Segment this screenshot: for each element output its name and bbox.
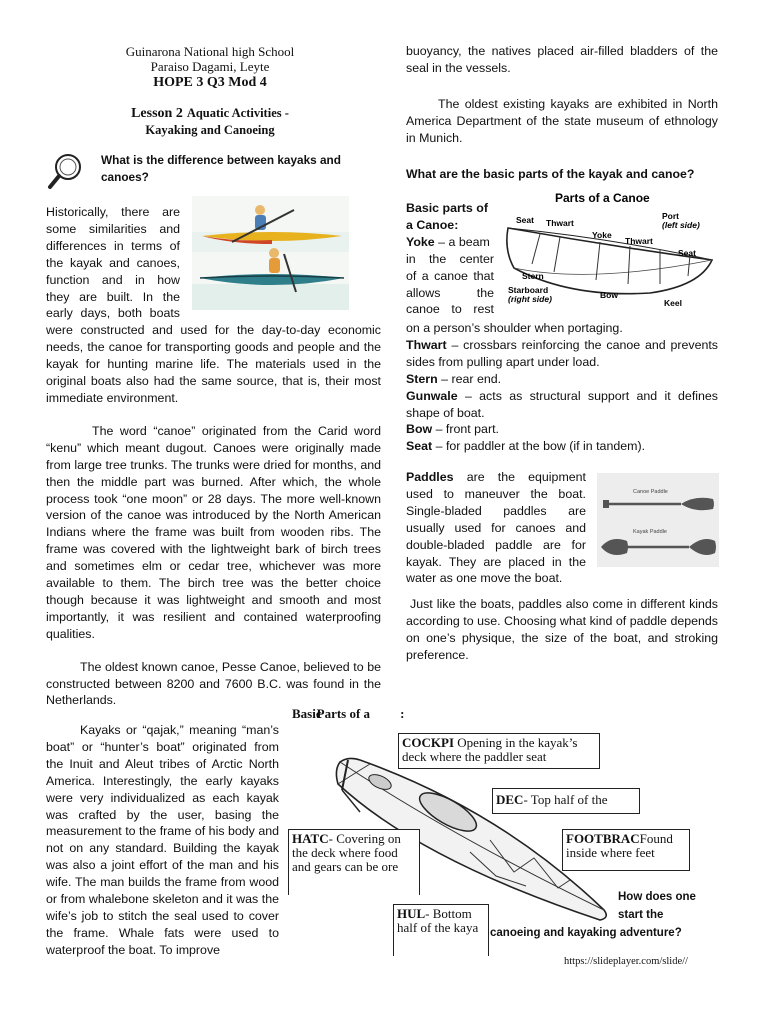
term-yoke: Yoke	[406, 234, 435, 249]
right-column-top	[406, 43, 718, 147]
term-thwart: Thwart	[406, 337, 447, 352]
source-link[interactable]: https://slideplayer.com/slide//	[564, 956, 688, 967]
question-line-1: How does one	[618, 891, 696, 903]
paragraph-history: were constructed and used for the day-to-day economic needs, the canoe for transporting goods and people and the kayak for hunting marine life. The materials used in the original boats also had the same source, that is, their most immediate environment.	[46, 323, 381, 405]
term-bow: Bow	[406, 422, 433, 437]
lesson-heading	[40, 104, 380, 139]
question-difference: What is the difference between kayaks and canoes?	[101, 153, 341, 184]
kayak-title-b: Parts of a	[316, 706, 371, 721]
def-bow: – front part.	[432, 422, 499, 437]
header	[40, 44, 380, 91]
part-gunwale	[406, 388, 718, 422]
label-keel: Keel	[664, 298, 682, 308]
paddles-line: water as one move the boat.	[406, 571, 563, 586]
label-thwart-2: Thwart	[625, 236, 653, 246]
term-stern: Stern	[406, 371, 438, 386]
wrap-line: early days, both boats	[46, 306, 180, 321]
kayak-title-a: Basic	[292, 706, 322, 721]
def-hull: - Bottom half of the kaya	[397, 906, 479, 935]
label-thwart: Thwart	[546, 218, 574, 228]
label-seat: Seat	[516, 215, 534, 225]
term-footbrace: FOOTBRAC	[566, 831, 640, 846]
label-port-side: (left side)	[662, 220, 700, 230]
left-column	[46, 204, 381, 709]
label-port: Port	[662, 211, 679, 221]
lesson-prefix: Lesson 2	[131, 106, 183, 121]
label-bow: Bow	[600, 290, 618, 300]
paddles-line: kayak. They are placed in the	[406, 554, 586, 569]
def-gunwale: – acts as structural support and it defines shape of boat.	[406, 388, 718, 420]
part-stern	[406, 371, 718, 388]
paddles-text	[406, 469, 586, 587]
question-parts: What are the basic parts of the kayak and canoe?	[406, 167, 695, 181]
paddles-line: Single-bladed paddles are	[406, 503, 586, 518]
label-yoke: Yoke	[592, 230, 612, 240]
yoke-rest: on a person’s shoulder when portaging.	[406, 321, 623, 335]
def-deck: - Top half of the	[523, 792, 608, 807]
wrap-line: function and in how	[46, 272, 180, 287]
label-starboard-side: (right side)	[508, 294, 552, 304]
term-seat: Seat	[406, 439, 433, 454]
label-starboard: Starboard	[508, 285, 549, 295]
paragraph-paddle-kinds: Just like the boats, paddles also come in different kinds according to use. Choosing what kind of paddle depends on one’s physique, the size of the boat, and stroking preference.	[406, 597, 718, 662]
kayak-paddle-label: Kayak Paddle	[633, 529, 667, 535]
question-line-2: start the	[618, 909, 664, 921]
paragraph-oldest-kayaks: The oldest existing kayaks are exhibited in North America Department of the state museum of ethnology in Munich.	[406, 96, 718, 145]
paragraph-pesse-canoe: The oldest known canoe, Pesse Canoe, believed to be constructed between 8200 and 7600 B.C. was found in the Netherlands.	[46, 659, 381, 708]
paddles-line: are the equipment	[466, 470, 586, 484]
paragraph-kayak-origin: Kayaks or “qajak,” meaning “man’s boat” or “hunter’s boat” originated from the Inuit and Aleut tribes of Arctic North America. Interestingly, the early kayaks were very individualized as each kayak was crafted by the user, basing the measurement to the frame of his body and not on any standard. Building the kayak was also a joint effort of the man and his wife. The man builds the frame from wood or from whalebone skeleton and it was the wife’s job to stitch the seal used to cover the frame. Whale fats were used to waterproof the boat. To improve	[46, 723, 279, 957]
canoe-parts-heading-2: a Canoe:	[406, 217, 459, 232]
label-stern: Stern	[522, 271, 544, 281]
kayak-diagram-title	[292, 706, 404, 722]
yoke-line: in the center	[406, 251, 494, 266]
yoke-line: canoe to rest	[406, 302, 494, 317]
label-deck	[492, 788, 640, 814]
lesson-title: Aquatic Activities -	[186, 106, 289, 120]
def-seat: – for paddler at the bow (if in tandem).	[432, 439, 646, 454]
term-gunwale: Gunwale	[406, 388, 458, 403]
yoke-line: of a canoe that	[406, 268, 494, 283]
module-title: HOPE 3 Q3 Mod 4	[153, 75, 267, 90]
paddles-line: double-bladed paddle are for	[406, 537, 586, 552]
label-footbrace	[562, 829, 690, 871]
paragraph-canoe-origin: The word “canoe” originated from the Carid word “kenu” which meant dugout. Canoes were originally made from large tree trunks. The trunks were dried for months, and then the middle part was burned. After which, the whole process took “one moon” or 28 days. The more well-known version of the canoe was introduced by the North American Indians where the frame was built from wooden ribs. The frame was covered with the lightweight bark of birch trees and sometimes elm or cedar tree, whichever was more available to them. The birch tree was the better choice though because it was lightweight and smooth and most importantly, it was resilient and contained waterproofing qualities.	[46, 423, 381, 641]
label-seat-2: Seat	[678, 248, 696, 258]
def-thwart: – crossbars reinforcing the canoe and prevents sides from pulling apart under load.	[406, 337, 718, 369]
canoe-paddle-label: Canoe Paddle	[633, 489, 668, 495]
canoe-parts-list	[406, 320, 718, 455]
term-paddles: Paddles	[406, 470, 454, 484]
label-hull	[393, 904, 489, 956]
term-hull: HUL	[397, 906, 426, 921]
wrap-line: the kayak and canoes,	[46, 255, 180, 270]
label-hatch	[288, 829, 420, 895]
lesson-subtitle: Kayaking and Canoeing	[145, 123, 275, 137]
yoke-line: allows the	[406, 285, 494, 300]
paddle-photo	[597, 473, 719, 567]
part-seat	[406, 438, 718, 455]
wrap-line: differences in terms of	[46, 238, 180, 253]
wrap-line: some similarities and	[46, 221, 180, 236]
canoe-diagram-title: Parts of a Canoe	[555, 191, 650, 205]
yoke-line: – a beam	[438, 234, 490, 249]
kayak-title-colon: :	[400, 706, 405, 721]
paddles-line: used to maneuver the boat.	[406, 486, 586, 501]
wrap-line: Historically, there are	[46, 205, 180, 219]
magnifier-icon	[44, 150, 88, 192]
term-hatch: HATC	[292, 831, 329, 846]
paddles-line: usually used for canoes and	[406, 520, 586, 535]
canoe-diagram-svg	[500, 188, 720, 310]
term-cockpit: COCKPI	[402, 735, 454, 750]
def-hatch: - Covering on the deck where food and gears can be ore	[292, 831, 401, 874]
def-stern: – rear end.	[437, 371, 502, 386]
canoe-parts-intro	[406, 200, 494, 318]
def-footbrace: Found inside where feet	[566, 831, 673, 860]
label-cockpit	[398, 733, 600, 769]
school-name: Guinarona National high School	[125, 44, 295, 59]
paragraph-buoyancy: buoyancy, the natives placed air-filled bladders of the seal in the vessels.	[406, 44, 718, 75]
canoe-diagram	[500, 188, 720, 310]
wrap-line: they are built. In the	[46, 289, 180, 304]
paragraph-history-wrap	[46, 204, 180, 322]
question-adventure	[490, 888, 720, 942]
question-line-3: canoeing and kayaking adventure?	[490, 927, 682, 939]
part-bow	[406, 421, 718, 438]
term-deck: DEC	[496, 792, 524, 807]
def-cockpit: Opening in the kayak’s deck where the paddler seat	[402, 735, 578, 764]
school-address: Paraiso Dagami, Leyte	[150, 59, 270, 74]
part-thwart	[406, 337, 718, 371]
canoe-parts-heading-1: Basic parts of	[406, 201, 488, 215]
